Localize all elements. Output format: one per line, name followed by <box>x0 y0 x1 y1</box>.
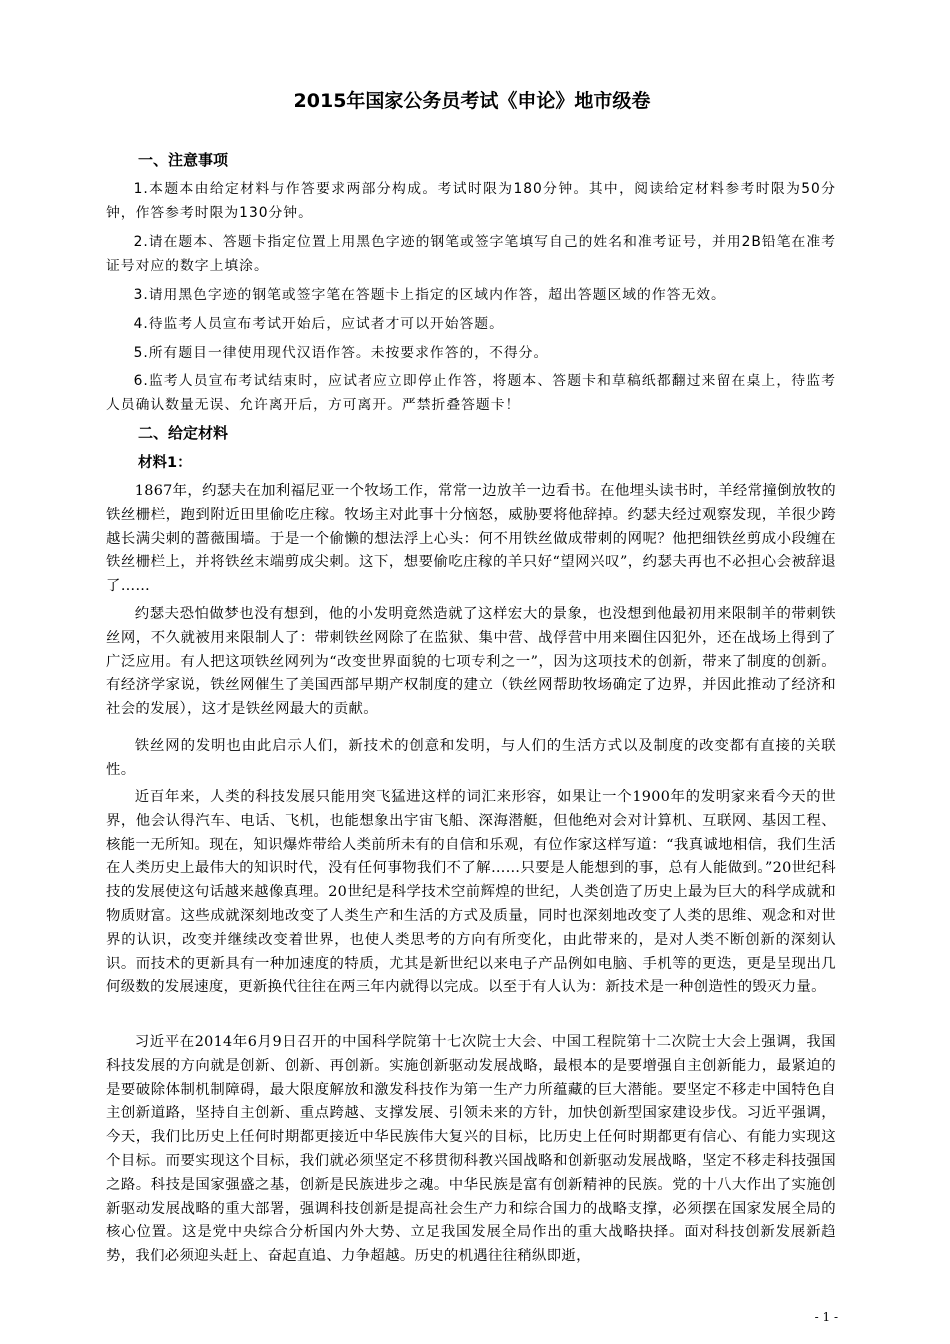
material-paragraph-2: 约瑟夫恐怕做梦也没有想到，他的小发明竟然造就了这样宏大的景象，也没想到他最初用来限制羊的带刺铁丝网，不久就被用来限制人了：带刺铁丝网除了在监狱、集中营、战俘营中用来圈住囚犯外，还在战场上得到了广泛应用。有人把这项铁丝网列为“改变世界面貌的七项专利之一”，因为这项技术的创新，带来了制度的创新。有经济学家说，铁丝网催生了美国西部早期产权制度的建立（铁丝网帮助牧场确定了边界，并因此推动了经济和社会的发展），这才是铁丝网最大的贡献。 <box>106 606 836 718</box>
material-paragraph-1: 1867年，约瑟夫在加利福尼亚一个牧场工作，常常一边放羊一边看书。在他埋头读书时，羊经常撞倒放牧的铁丝栅栏，跑到附近田里偷吃庄稼。牧场主对此事十分恼怒，威胁要将他辞掉。约瑟夫经过观察发现，羊很少跨越长满尖刺的蔷薇围墙。于是一个偷懒的想法浮上心头：何不用铁丝做成带刺的网呢？他把细铁丝剪成小段缠在铁丝栅栏上，并将铁丝末端剪成尖刺。这下，想要偷吃庄稼的羊只好“望网兴叹”，约瑟夫再也不必担心会被辞退了…… <box>106 483 836 595</box>
material-paragraph-4: 近百年来，人类的科技发展只能用突飞猛进这样的词汇来形容，如果让一个1900年的发明家来看今天的世界，他会认得汽车、电话、飞机，也能想象出宇宙飞船、深海潜艇，但他绝对会对计算机、互联网、基因工程、核能一无所知。现在，知识爆炸带给人类前所未有的自信和乐观，有位作家这样写道：“我真诚地相信，我们生活在人类历史上最伟大的知识时代，没有任何事物我们不了解……只要是人能想到的事，总有人能做到。”20世纪科技的发展使这句话越来越像真理。20世纪是科学技术空前辉煌的世纪，人类创造了历史上最为巨大的科学成就和物质财富。这些成就深刻地改变了人类生产和生活的方式及质量，同时也深刻地改变了人类的思维、观念和对世界的认识，改变并继续改变着世界，也使人类思考的方向有所变化，由此带来的，是对人类不断创新的深刻认识。而技术的更新具有一种加速度的特质，尤其是新世纪以来电子产品例如电脑、手机等的更迭，更是呈现出几何级数的发展速度，更新换代往往在两三年内就得以完成。以至于有人认为：新技术是一种创造性的毁灭力量。 <box>106 789 836 996</box>
section-heading-materials: 二、给定材料 <box>138 424 229 442</box>
page-number: - 1 - <box>814 1310 838 1324</box>
material-label: 材料1： <box>138 455 192 471</box>
document-title: 2015年国家公务员考试《申论》地市级卷 <box>293 90 651 112</box>
notice-item-6: 6.监考人员宣布考试结束时，应试者应立即停止作答，将题本、答题卡和草稿纸都翻过来留在桌上，待监考人员确认数量无误、允许离开后，方可离开。严禁折叠答题卡！ <box>106 373 836 413</box>
material-paragraph-3: 铁丝网的发明也由此启示人们，新技术的创意和发明，与人们的生活方式以及制度的改变都有直接的关联性。 <box>106 738 836 778</box>
notice-item-5: 5.所有题目一律使用现代汉语作答。未按要求作答的，不得分。 <box>133 345 549 361</box>
notice-item-3: 3.请用黑色字迹的钢笔或签字笔在答题卡上指定的区域内作答，超出答题区域的作答无效。 <box>133 287 726 303</box>
material-paragraph-5: 习近平在2014年6月9日召开的中国科学院第十七次院士大会、中国工程院第十二次院士大会上强调，我国科技发展的方向就是创新、创新、再创新。实施创新驱动发展战略，最根本的是要增强自主创新能力，最紧迫的是要破除体制机制障碍，最大限度解放和激发科技作为第一生产力所蕴藏的巨大潜能。要坚定不移走中国特色自主创新道路，坚持自主创新、重点跨越、支撑发展、引领未来的方针，加快创新型国家建设步伐。习近平强调，今天，我们比历史上任何时期都更接近中华民族伟大复兴的目标，比历史上任何时期都更有信心、有能力实现这个目标。而要实现这个目标，我们就必须坚定不移贯彻科教兴国战略和创新驱动发展战略，坚定不移走科技强国之路。科技是国家强盛之基，创新是民族进步之魂。中华民族是富有创新精神的民族。党的十八大作出了实施创新驱动发展战略的重大部署，强调科技创新是提高社会生产力和综合国力的战略支撑，必须摆在国家发展全局的核心位置。这是党中央综合分析国内外大势、立足我国发展全局作出的重大战略抉择。面对科技创新发展新趋势，我们必须迎头赶上、奋起直追、力争超越。历史的机遇往往稍纵即逝， <box>106 1034 836 1265</box>
section-heading-notice: 一、注意事项 <box>138 151 229 169</box>
notice-item-1: 1.本题本由给定材料与作答要求两部分构成。考试时限为180分钟。其中，阅读给定材料参考时限为50分钟，作答参考时限为130分钟。 <box>106 181 836 221</box>
notice-item-4: 4.待监考人员宣布考试开始后，应试者才可以开始答题。 <box>133 316 504 332</box>
notice-item-2: 2.请在题本、答题卡指定位置上用黑色字迹的钢笔或签字笔填写自己的姓名和准考证号，并用2B铅笔在准考证号对应的数字上填涂。 <box>106 234 836 274</box>
